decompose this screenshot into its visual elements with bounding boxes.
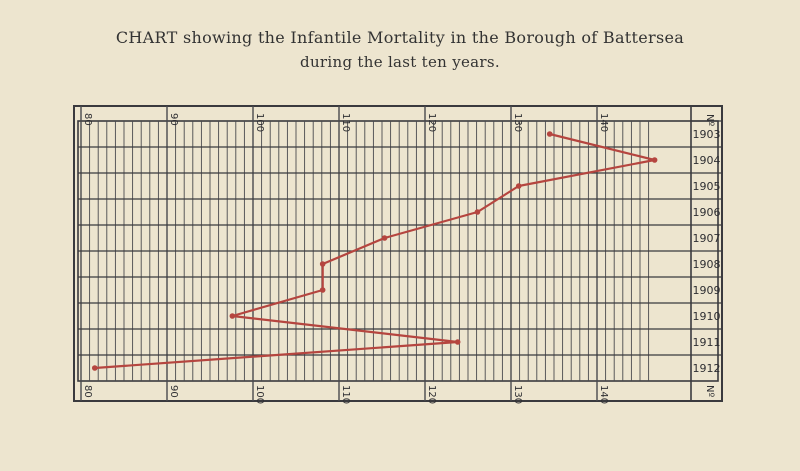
year-label: 1911	[692, 336, 721, 349]
x-tick-label-top: 110	[340, 113, 351, 133]
year-label: 1908	[692, 258, 721, 271]
x-tick-label-bottom: 110	[340, 385, 351, 405]
year-label: 1905	[692, 180, 721, 193]
data-point	[547, 131, 553, 137]
data-point	[382, 235, 388, 241]
grid	[74, 106, 722, 401]
year-label: 1912	[692, 362, 721, 375]
axis-ticks	[82, 113, 609, 404]
year-label: 1910	[692, 310, 721, 323]
x-tick-label-bottom: 140	[598, 385, 609, 405]
x-tick-label-bottom: 130	[512, 385, 523, 405]
x-tick-label-top: 130	[512, 113, 523, 133]
year-label: 1906	[692, 206, 721, 219]
x-tick-label-top: 80	[82, 113, 93, 126]
data-point	[455, 339, 461, 345]
data-point	[320, 261, 326, 267]
x-tick-label-bottom: 120	[426, 385, 437, 405]
x-tick-label-top: 100	[254, 113, 265, 133]
data-point	[652, 157, 658, 163]
header-label-bottom: Nº	[704, 385, 715, 398]
x-tick-label-top: 140	[598, 113, 609, 133]
x-tick-label-bottom: 80	[82, 385, 93, 398]
year-label: 1909	[692, 284, 721, 297]
x-tick-label-bottom: 100	[254, 385, 265, 405]
data-point	[475, 209, 481, 215]
x-tick-label-bottom: 90	[168, 385, 179, 398]
data-point	[92, 365, 98, 371]
year-label: 1907	[692, 232, 721, 245]
data-point	[230, 313, 236, 319]
chart-subtitle: during the last ten years.	[300, 53, 500, 71]
header-label-top: Nº	[704, 114, 715, 127]
data-point	[516, 183, 522, 189]
outer-frame	[74, 106, 722, 401]
data-point	[320, 287, 326, 293]
year-label: 1904	[692, 154, 721, 167]
year-label: 1903	[692, 128, 721, 141]
x-tick-label-top: 90	[168, 113, 179, 126]
x-tick-label-top: 120	[426, 113, 437, 133]
chart-title: CHART showing the Infantile Mortality in the Borough of Battersea	[115, 28, 685, 47]
